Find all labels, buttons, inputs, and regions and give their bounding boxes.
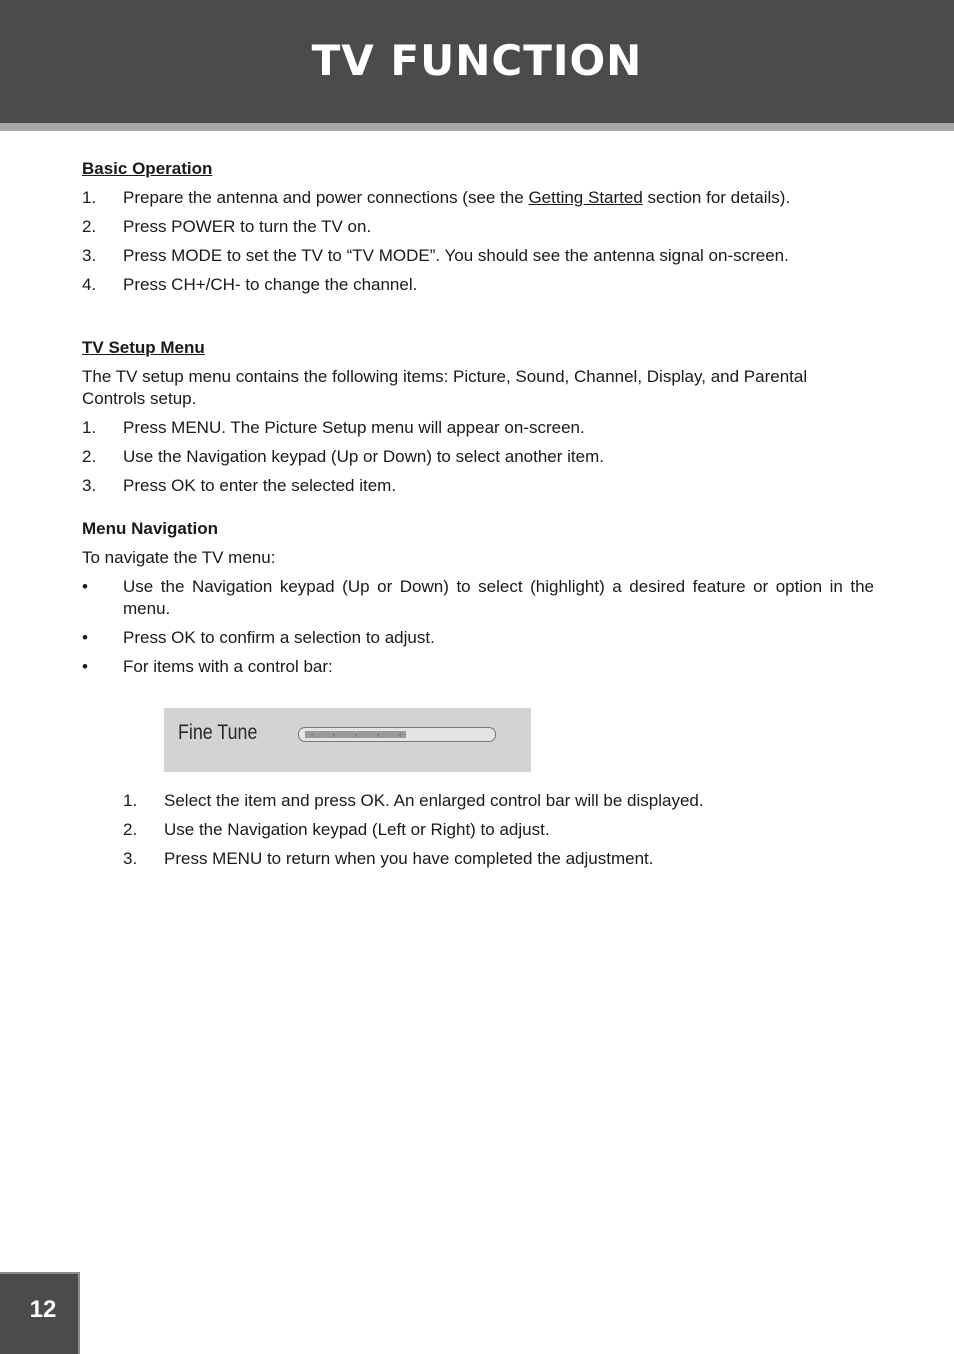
page-title: TV FUNCTION [311,36,643,85]
menu-navigation-intro: To navigate the TV menu: [82,548,276,567]
fine-tune-label: Fine Tune [178,721,258,744]
list-item: • For items with a control bar: [82,657,333,676]
basic-operation-heading: Basic Operation [82,159,213,178]
tv-setup-menu-heading: TV Setup Menu [82,338,205,357]
slider-tick: ‹ [311,732,314,739]
list-item: 3. Press MODE to set the TV to “TV MODE”. You should see the antenna signal on-screen. [82,246,789,265]
list-item: 3. Press MENU to return when you have completed the adjustment. [123,849,654,868]
page-number: 12 [29,1296,57,1323]
list-item: • Use the Navigation keypad (Up or Down) to select (highlight) a desired feature or option in the menu. [82,577,874,618]
page-number-tab [0,1272,80,1354]
getting-started-link[interactable]: Getting Started [528,188,643,207]
fine-tune-slider [298,727,496,742]
content [82,158,874,678]
control-bar-steps [123,783,874,870]
header-bar [0,0,954,123]
slider-tick: ‹ [399,732,402,739]
list-item: 1. Select the item and press OK. An enlarged control bar will be displayed. [123,791,704,810]
menu-navigation-heading: Menu Navigation [82,519,219,538]
slider-tick: ‹ [355,732,358,739]
list-item: 4. Press CH+/CH- to change the channel. [82,275,418,294]
menu-navigation-bullets [82,576,874,678]
list-item: 1. Press MENU. The Picture Setup menu will appear on-screen. [82,418,585,437]
list-item: 2. Use the Navigation keypad (Left or Right) to adjust. [123,820,550,839]
tv-setup-list [82,417,874,497]
tv-setup-intro: The TV setup menu contains the following items: Picture, Sound, Channel, Display, and Parental Controls setup. [82,367,808,408]
list-item: 1. Prepare the antenna and power connections (see the Getting Started section for details). [82,188,791,207]
slider-tick: ‹ [377,732,380,739]
fine-tune-screenshot [164,708,531,772]
list-item: 2. Press POWER to turn the TV on. [82,217,372,236]
slider-tick: ‹ [333,732,336,739]
list-item: 2. Use the Navigation keypad (Up or Down) to select another item. [82,447,604,466]
header-stripe [0,123,954,131]
list-item: 3. Press OK to enter the selected item. [82,476,397,495]
list-item: • Press OK to confirm a selection to adjust. [82,628,435,647]
basic-operation-list [82,187,874,296]
